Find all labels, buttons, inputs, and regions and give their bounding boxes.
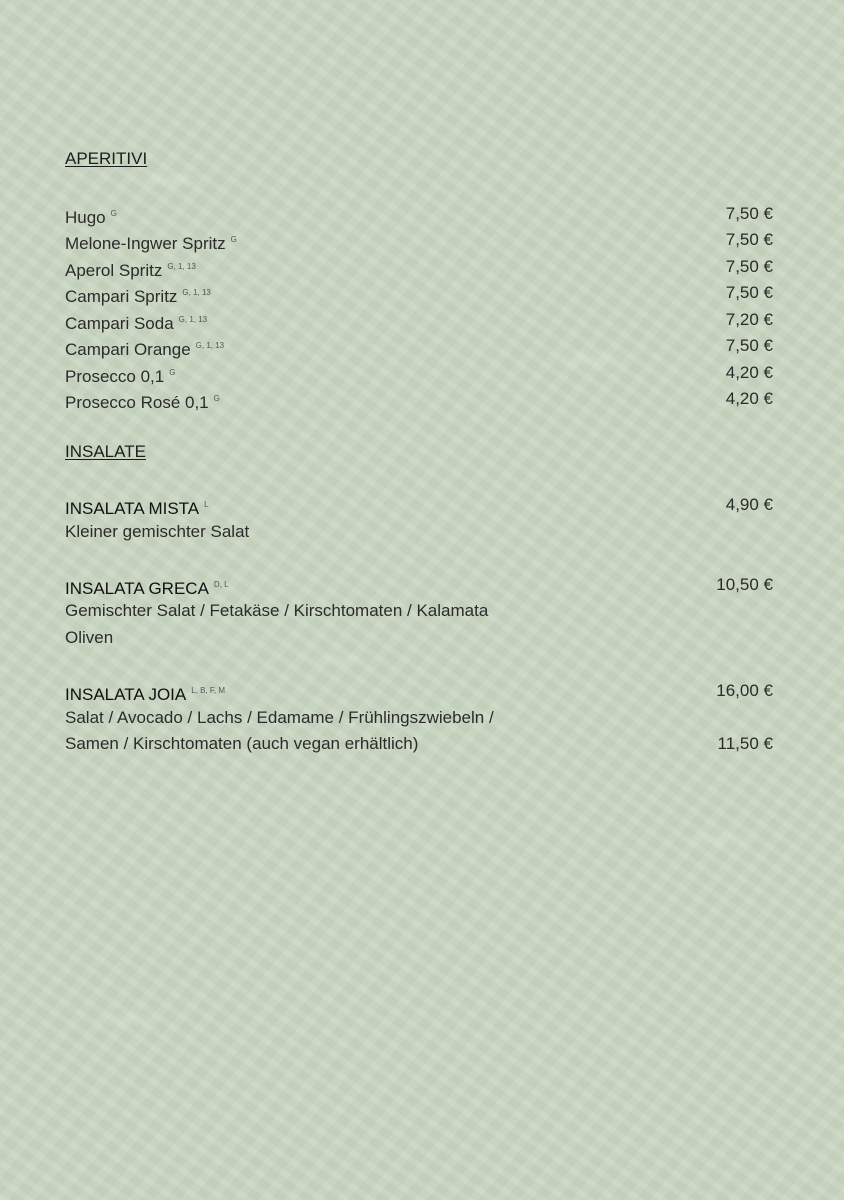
dish-header [65,492,773,518]
vegan-price: 11,50 € [717,734,773,753]
dish-price: 4,90 € [725,495,773,514]
allergen-codes: L [204,500,209,509]
allergen-codes: G [110,209,117,218]
allergen-codes: G, 1, 13 [178,315,208,324]
allergen-codes: D, L [213,580,229,589]
item-name: Hugo [65,208,106,227]
description-line: Samen / Kirschtomaten (auch vegan erhältlich) [65,734,419,753]
section-title-insalate: INSALATE [65,442,146,461]
item-price: 7,50 € [725,230,773,249]
allergen-codes: G, 1, 13 [167,262,196,271]
item-price: 4,20 € [725,363,773,382]
description-line: Kleiner gemischter Salat [65,522,250,541]
allergen-codes: G, 1, 13 [195,341,225,350]
allergen-codes: G [230,235,237,244]
dish-price: 16,00 € [716,681,773,700]
allergen-codes: G [169,368,176,377]
menu-item [65,307,773,333]
dish-description [65,625,773,651]
item-price: 7,50 € [725,257,773,276]
dish-name: INSALATA JOIA [65,685,187,704]
item-price: 4,20 € [725,389,773,408]
dish-name: INSALATA GRECA [65,579,209,598]
item-price: 7,50 € [725,204,773,223]
item-name: Campari Soda [65,314,174,333]
item-name: Aperol Spritz [65,261,163,280]
dish-price: 10,50 € [716,575,773,594]
description-line: Oliven [65,628,114,647]
dish-description [65,705,773,731]
menu-item [65,280,773,306]
item-price: 7,50 € [725,283,773,302]
menu-item [65,360,773,386]
item-name: Prosecco 0,1 [65,367,165,386]
menu-item [65,254,773,280]
item-name: Campari Orange [65,340,191,359]
dish-header [65,572,773,598]
section-title-aperitivi: APERITIVI [65,149,148,168]
allergen-codes: G, 1, 13 [182,288,211,297]
dish-description [65,731,773,757]
description-line: Gemischter Salat / Fetakäse / Kirschtomaten / Kalamata [65,601,489,620]
item-name: Campari Spritz [65,287,178,306]
menu-item [65,333,773,359]
dish-description [65,519,773,545]
item-name: Prosecco Rosé 0,1 [65,393,209,412]
dish-header [65,678,773,704]
dish-description [65,598,773,624]
item-price: 7,50 € [725,336,773,355]
allergen-codes: G [213,394,220,403]
allergen-codes: L, B, F, M [191,686,226,695]
dish-name: INSALATA MISTA [65,499,200,518]
item-price: 7,20 € [725,310,773,329]
menu-item [65,386,773,412]
description-line: Salat / Avocado / Lachs / Edamame / Frühlingszwiebeln / [65,708,494,727]
menu-item [65,227,773,253]
menu-item [65,201,773,227]
item-name: Melone-Ingwer Spritz [65,234,226,253]
